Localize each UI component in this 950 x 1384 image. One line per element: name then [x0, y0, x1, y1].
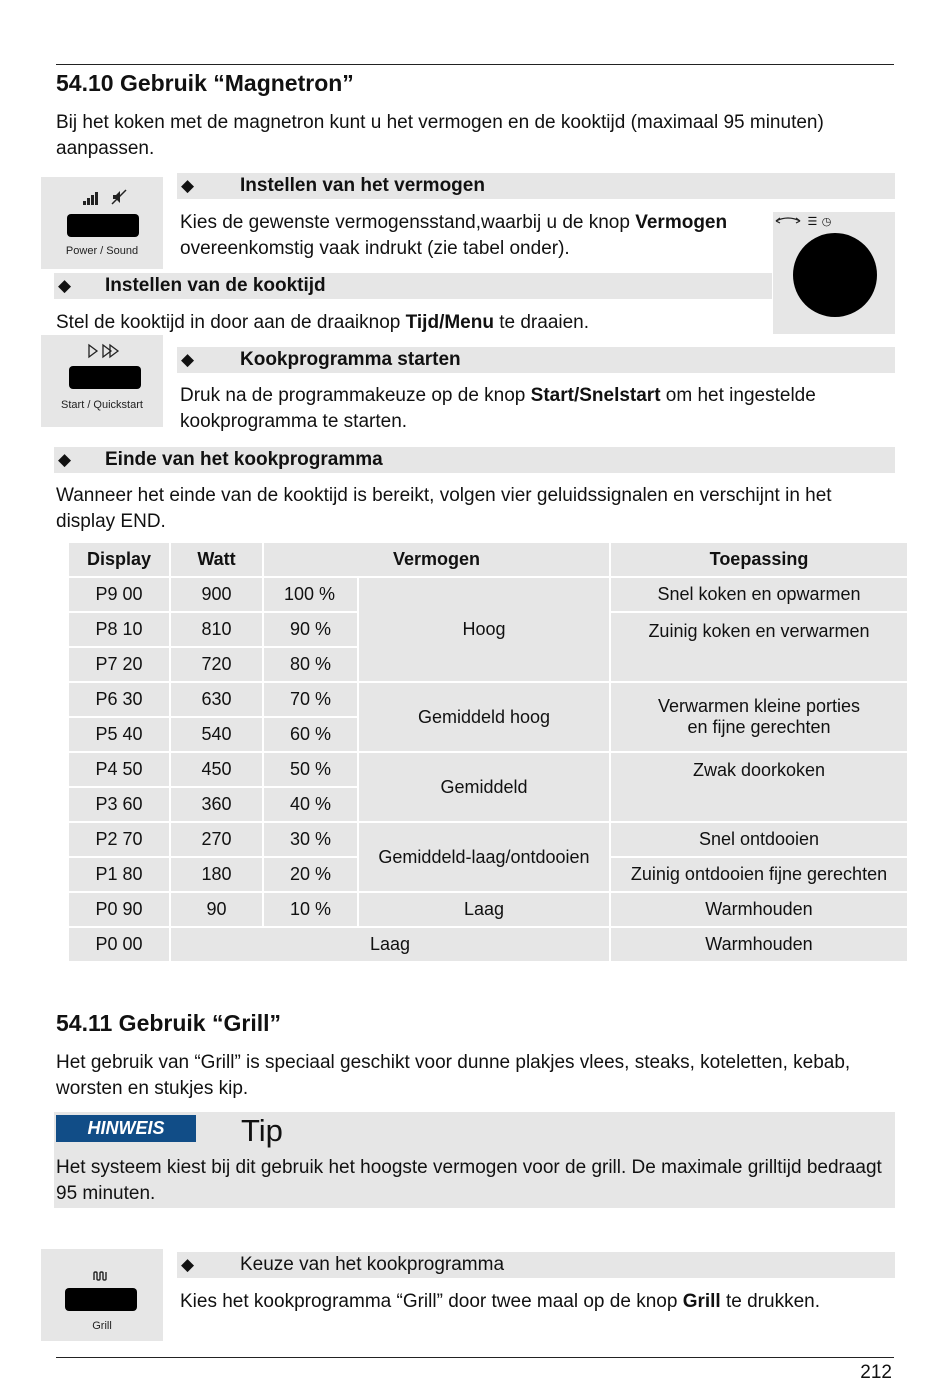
- step-text-kooktijd: Stel de kooktijd in door aan de draaiknop Tijd/Menu te draaien.: [56, 312, 590, 333]
- signal-bars-icon: [83, 191, 101, 208]
- header-toepassing: Toepassing: [610, 542, 908, 577]
- step-text-einde: Wanneer het einde van de kooktijd is bereikt, volgen vier geluidssignalen en verschijnt in het display END.: [56, 485, 832, 532]
- level-cell: Gemiddeld-laag/ontdooien: [358, 822, 610, 892]
- power-sound-caption: Power / Sound: [65, 245, 139, 257]
- level-cell: Laag: [170, 927, 610, 962]
- step-bar-einde: [54, 447, 895, 473]
- header-vermogen: Vermogen: [263, 542, 610, 577]
- step-bar-starten: [177, 347, 895, 373]
- bottom-rule: [56, 1357, 894, 1358]
- hinweis-text: Het systeem kiest bij dit gebruik het hoogste vermogen voor de grill. De maximale grilltijd bedraagt 95 minuten.: [56, 1157, 882, 1204]
- grill-caption: Grill: [92, 1320, 112, 1332]
- section-heading-magnetron: 54.10 Gebruik “Magnetron”: [56, 70, 354, 96]
- diamond-bullet-icon: ◆: [58, 276, 72, 295]
- step-text-keuze: Kies het kookprogramma “Grill” door twee maal op de knop Grill te drukken.: [180, 1291, 820, 1312]
- grill-heater-icon: [93, 1269, 109, 1284]
- use-cell: Snel ontdooien: [610, 822, 908, 857]
- intro-magnetron: Bij het koken met de magnetron kunt u het vermogen en de kooktijd (maximaal 95 minuten) aanpassen.: [56, 112, 824, 159]
- table-row: P6 30 630 70 % Gemiddeld hoog Verwarmen kleine porties en fijne gerechten: [68, 682, 908, 717]
- step-title-starten: Kookprogramma starten: [240, 349, 461, 370]
- table-row: P0 00 Laag Warmhouden: [68, 927, 908, 962]
- table-header-row: [68, 542, 908, 577]
- step-text-vermogen: Kies de gewenste vermogensstand,waarbij u de knop Vermogen overeenkomstig vaak indrukt (zie tabel onder).: [180, 212, 728, 259]
- start-quickstart-caption: Start / Quickstart: [61, 399, 143, 411]
- power-table: [67, 541, 909, 963]
- step-bar-keuze: [177, 1252, 895, 1278]
- rotate-arrows-icon: [773, 212, 807, 229]
- use-cell: Zuinig koken en verwarmen: [610, 612, 908, 682]
- use-cell: Zwak doorkoken: [610, 752, 908, 822]
- intro-grill: Het gebruik van “Grill” is speciaal geschikt voor dunne plakjes vlees, steaks, koteletten, kebab, worsten en stukjes kip.: [56, 1052, 851, 1099]
- step-bar-kooktijd: [54, 273, 772, 299]
- level-cell: Gemiddeld: [358, 752, 610, 822]
- diamond-bullet-icon: ◆: [181, 176, 195, 195]
- use-cell: Zuinig ontdooien fijne gerechten: [610, 857, 908, 892]
- power-sound-panel: [41, 177, 163, 269]
- table-row: P0 90 90 10 % Laag Warmhouden: [68, 892, 908, 927]
- level-cell: Laag: [358, 892, 610, 927]
- step-title-keuze: Keuze van het kookprogramma: [240, 1254, 505, 1275]
- table-row: P3 60 360 40 %: [68, 787, 908, 822]
- step-title-kooktijd: Instellen van de kooktijd: [105, 275, 326, 296]
- power-sound-button[interactable]: [67, 214, 139, 237]
- play-quickstart-icon: [87, 343, 123, 362]
- step-title-einde: Einde van het kookprogramma: [105, 449, 383, 470]
- use-cell: Verwarmen kleine porties en fijne gerechten: [610, 682, 908, 752]
- top-rule: [56, 64, 894, 65]
- diamond-bullet-icon: ◆: [181, 1255, 195, 1274]
- level-cell: Gemiddeld hoog: [358, 682, 610, 752]
- table-row: P5 40 540 60 %: [68, 717, 908, 752]
- grill-panel: [41, 1249, 163, 1341]
- section-heading-grill: 54.11 Gebruik “Grill”: [56, 1010, 281, 1036]
- table-row: P2 70 270 30 % Gemiddeld-laag/ontdooien Snel ontdooien: [68, 822, 908, 857]
- header-watt: Watt: [170, 542, 263, 577]
- step-bar-vermogen: [177, 173, 895, 199]
- diamond-bullet-icon: ◆: [58, 450, 72, 469]
- table-row: P8 10 810 90 % Zuinig koken en verwarmen: [68, 612, 908, 647]
- use-cell: Snel koken en opwarmen: [610, 577, 908, 612]
- hinweis-badge: HINWEIS: [56, 1115, 196, 1142]
- menu-list-icon: ☰: [807, 216, 818, 228]
- tijd-menu-knob-panel: [773, 212, 895, 334]
- tijd-menu-knob[interactable]: [793, 233, 877, 317]
- table-row: P7 20 720 80 %: [68, 647, 908, 682]
- header-display: Display: [68, 542, 170, 577]
- page-number: 212: [860, 1362, 892, 1383]
- start-quickstart-panel: [41, 335, 163, 427]
- step-title-vermogen: Instellen van het vermogen: [240, 175, 485, 196]
- clock-icon: ◷: [821, 216, 832, 228]
- grill-button[interactable]: [65, 1288, 137, 1311]
- use-cell: Warmhouden: [610, 892, 908, 927]
- start-quickstart-button[interactable]: [69, 366, 141, 389]
- table-row: P9 00 900 100 % Hoog Snel koken en opwarmen: [68, 577, 908, 612]
- tip-title: Tip: [241, 1113, 283, 1148]
- step-text-starten: Druk na de programmakeuze op de knop Start/Snelstart om het ingestelde kookprogramma te starten.: [180, 385, 816, 432]
- use-cell: Warmhouden: [610, 927, 908, 962]
- hinweis-box: [54, 1112, 895, 1208]
- table-row: P4 50 450 50 % Gemiddeld Zwak doorkoken: [68, 752, 908, 787]
- level-cell: Hoog: [358, 577, 610, 682]
- table-row: P1 80 180 20 % Zuinig ontdooien fijne gerechten: [68, 857, 908, 892]
- diamond-bullet-icon: ◆: [181, 350, 195, 369]
- sound-mute-icon: [111, 189, 127, 208]
